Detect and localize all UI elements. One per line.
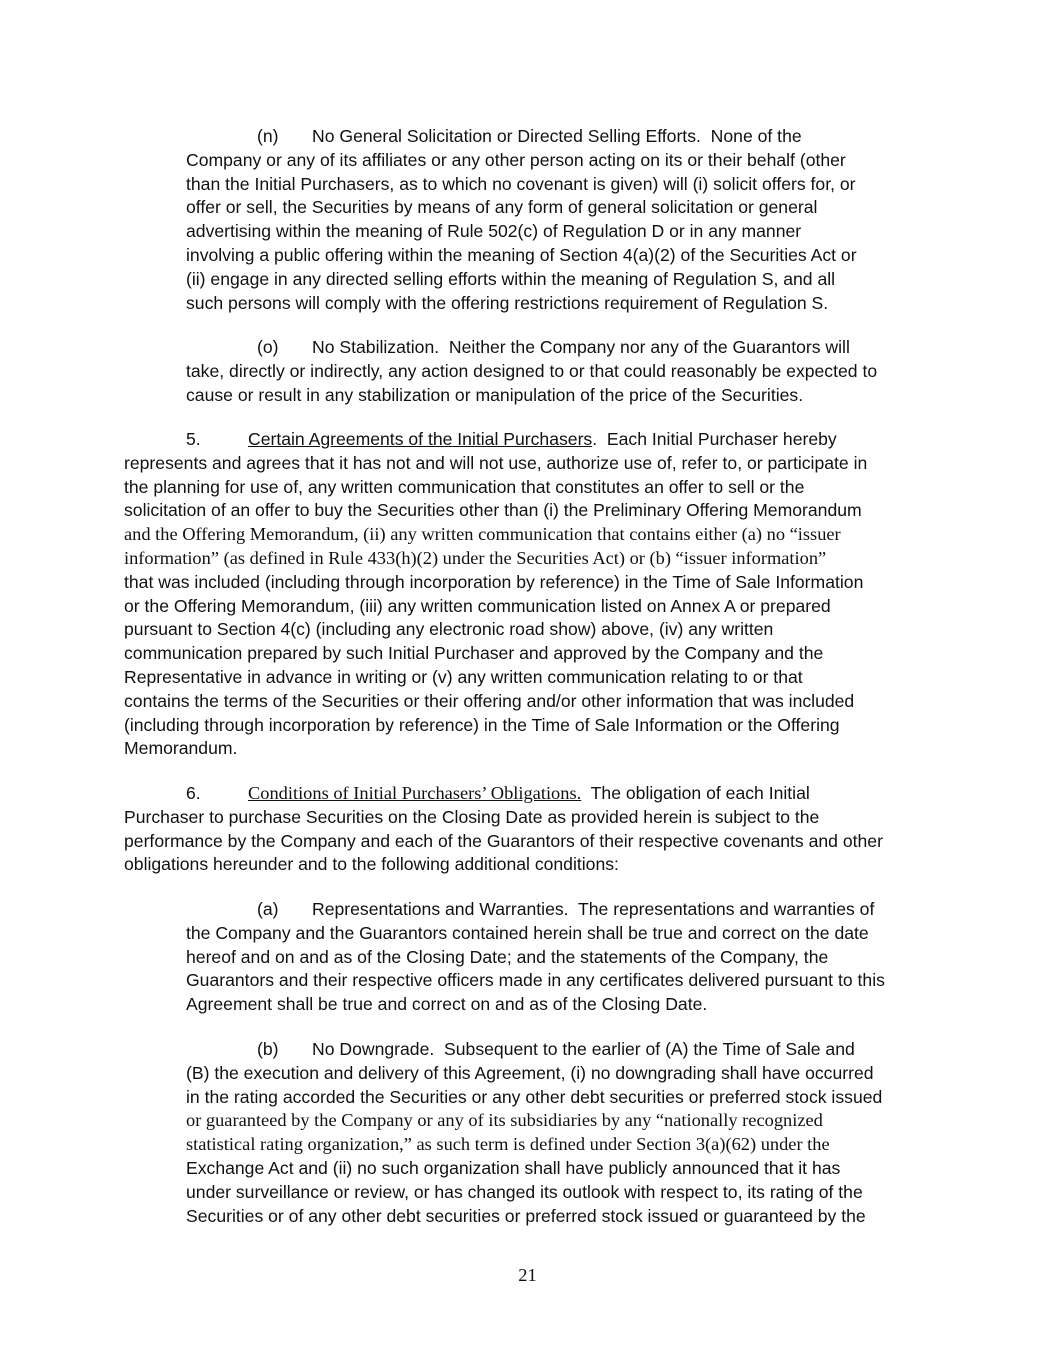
section-6-number: 6. (186, 783, 201, 803)
section-5-line-10: Representative in advance in writing or (v) any written communication relating to or that (124, 666, 803, 687)
paragraph-n-line-3: offer or sell, the Securities by means of any form of general solicitation or general (186, 197, 818, 218)
paragraph-b-line-3: or guaranteed by the Company or any of its subsidiaries by any “nationally recognized (186, 1110, 823, 1131)
section-5-line-5: information” (as defined in Rule 433(h)(2) under the Securities Act) or (b) “issuer information” (124, 547, 827, 568)
section-6-heading: Conditions of Initial Purchasers’ Obligations. (248, 783, 582, 803)
paragraph-o-line-2: cause or result in any stabilization or manipulation of the price of the Securities. (186, 384, 804, 405)
section-5 (124, 428, 867, 761)
paragraph-o-heading: No Stabilization. (312, 337, 440, 357)
paragraph-a-line-2: hereof and on and as of the Closing Date; and the statements of the Company, the (186, 946, 829, 967)
paragraph-b-line-0: Subsequent to the earlier of (A) the Time of Sale and (434, 1039, 855, 1059)
paragraph-o (186, 336, 877, 407)
paragraph-a-line-4: Agreement shall be true and correct on and as of the Closing Date. (186, 994, 708, 1015)
paragraph-a-line-0: The representations and warranties of (568, 899, 875, 919)
section-5-line-11: contains the terms of the Securities or their offering and/or other information that was included (124, 690, 855, 711)
paragraph-n-heading: No General Solicitation or Directed Selling Efforts. (312, 126, 701, 146)
paragraph-n-line-6: (ii) engage in any directed selling efforts within the meaning of Regulation S, and all (186, 268, 836, 289)
section-5-line-13: Memorandum. (124, 738, 238, 759)
paragraph-n-line-1: Company or any of its affiliates or any other person acting on its or their behalf (other (186, 149, 846, 170)
paragraph-o-line-0: Neither the Company nor any of the Guarantors will (439, 337, 850, 357)
paragraph-b-label: (b) (257, 1039, 279, 1059)
paragraph-n-label: (n) (257, 126, 279, 146)
section-6-line-2: performance by the Company and each of the Guarantors of their respective covenants and other (124, 830, 883, 851)
paragraph-b-heading: No Downgrade. (312, 1039, 435, 1059)
section-5-line-7: or the Offering Memorandum, (iii) any written communication listed on Annex A or prepared (124, 595, 831, 616)
paragraph-b-line-7: Securities or of any other debt securities or preferred stock issued or guaranteed by the (186, 1205, 866, 1226)
paragraph-b-line-4: statistical rating organization,” as such term is defined under Section 3(a)(62) under the (186, 1134, 830, 1155)
section-6-line-0: The obligation of each Initial (581, 783, 810, 803)
section-5-line-6: that was included (including through incorporation by reference) in the Time of Sale Information (124, 571, 864, 592)
page-number: 21 (518, 1265, 537, 1285)
paragraph-n-line-0: None of the (700, 126, 802, 146)
paragraph-a-heading: Representations and Warranties. (312, 899, 569, 919)
paragraph-a-line-3: Guarantors and their respective officers made in any certificates delivered pursuant to this (186, 970, 885, 991)
paragraph-b-line-2: in the rating accorded the Securities or any other debt securities or preferred stock issued (186, 1086, 883, 1107)
section-5-line-8: pursuant to Section 4(c) (including any electronic road show) above, (iv) any written (124, 619, 774, 640)
paragraph-b-line-5: Exchange Act and (ii) no such organization shall have publicly announced that it has (186, 1157, 841, 1178)
paragraph-a-label: (a) (257, 899, 279, 919)
section-6 (124, 782, 883, 877)
paragraph-n-line-5: involving a public offering within the meaning of Section 4(a)(2) of the Securities Act or (186, 244, 857, 265)
paragraph-b-line-6: under surveillance or review, or has changed its outlook with respect to, its rating of the (186, 1181, 863, 1202)
section-6-line-1: Purchaser to purchase Securities on the Closing Date as provided herein is subject to the (124, 806, 820, 827)
paragraph-n-line-4: advertising within the meaning of Rule 502(c) of Regulation D or in any manner (186, 221, 802, 242)
section-5-line-0: . Each Initial Purchaser hereby (592, 429, 837, 449)
section-5-line-9: communication prepared by such Initial Purchaser and approved by the Company and the (124, 643, 824, 664)
section-5-line-1: represents and agrees that it has not and will not use, authorize use of, refer to, or participate in (124, 452, 868, 473)
paragraph-a (186, 898, 885, 1017)
section-5-line-2: the planning for use of, any written communication that constitutes an offer to sell or the (124, 476, 805, 497)
paragraph-b-line-1: (B) the execution and delivery of this Agreement, (i) no downgrading shall have occurred (186, 1062, 874, 1083)
paragraph-b (186, 1038, 882, 1228)
paragraph-n-line-7: such persons will comply with the offering restrictions requirement of Regulation S. (186, 292, 829, 313)
section-5-line-12: (including through incorporation by reference) in the Time of Sale Information or the Offering (124, 714, 840, 735)
section-5-line-3: solicitation of an offer to buy the Securities other than (i) the Preliminary Offering Memorandum (124, 500, 862, 521)
section-5-line-4: and the Offering Memorandum, (ii) any written communication that contains either (a) no “issuer (124, 524, 841, 545)
paragraph-a-line-1: the Company and the Guarantors contained herein shall be true and correct on the date (186, 922, 869, 943)
section-6-line-3: obligations hereunder and to the following additional conditions: (124, 854, 619, 875)
paragraph-n-line-2: than the Initial Purchasers, as to which no covenant is given) will (i) solicit offers for, or (186, 173, 856, 194)
paragraph-n (186, 125, 857, 315)
section-5-heading: Certain Agreements of the Initial Purchasers (248, 429, 593, 449)
section-5-number: 5. (186, 429, 201, 449)
paragraph-o-label: (o) (257, 337, 279, 357)
paragraph-o-line-1: take, directly or indirectly, any action designed to or that could reasonably be expected to (186, 360, 878, 381)
